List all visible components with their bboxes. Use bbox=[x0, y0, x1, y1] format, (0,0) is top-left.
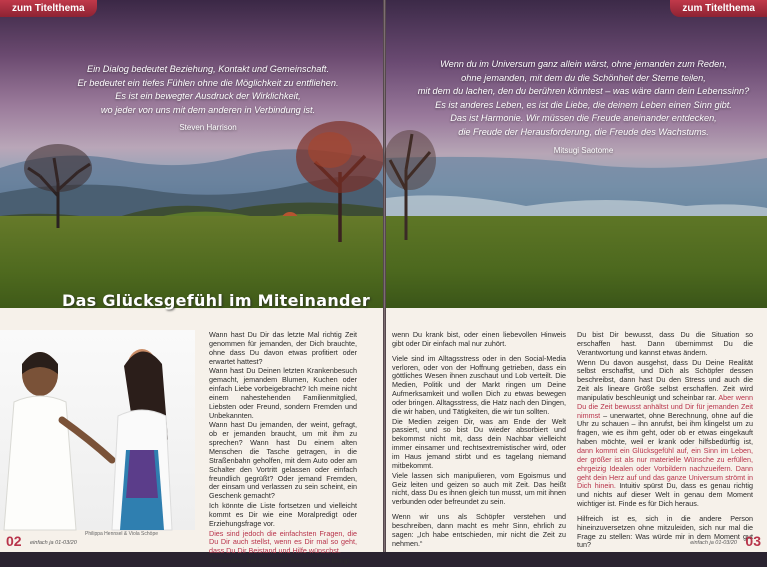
quote-line: ohne jemanden, mit dem du die Schönheit der Sterne teilen, bbox=[461, 72, 706, 83]
text-column-2 bbox=[392, 331, 566, 549]
paragraph: Wann hast Du Deinen letzten Krankenbesuch gemacht, jemandem Blumen, Kuchen oder einfach Liebe vorbeigebracht? Ich meine nicht einem nahestehenden Familienmitglied, Liebsten oder Freund, sondern Fremden und Unbekannten. bbox=[209, 366, 357, 420]
quote-author: Mitsugi Saotome bbox=[553, 145, 614, 155]
text-column-3 bbox=[577, 331, 753, 551]
photo-couple bbox=[0, 330, 195, 530]
quote-right bbox=[411, 58, 756, 155]
paragraph: Hilfreich ist es, sich in die andere Person hineinzuversetzen ohne mitzuleiden, sich nur mal die Frage zu stellen: Was würde mir in dem Moment gut tun? bbox=[577, 513, 753, 550]
paragraph: Viele sind im Alltagsstress oder in den Social-Media verloren, oder von der Hoffnung getrieben, dass ein göttliches Wesen ihnen zuschaut und Lob verteilt. Die Medien, Politik und der Markt ringen um Deine Aufmerksamkeit und wollen Dich zu etwas bewegen oder bringen. Alltagsstress, die Hatz nach den Dingen, die wir haben, und Tätigkeiten, die wir tun sollten. bbox=[392, 353, 566, 416]
quote-line: die Freude der Herausforderung, die Freude des Wachstums. bbox=[458, 126, 709, 137]
quote-line: Er bedeutet ein tiefes Fühlen ohne die Möglichkeit zu entfliehen. bbox=[77, 77, 339, 88]
paragraph: wenn Du krank bist, oder einen liebevollen Hinweis gibt oder Dir einfach mal nur zuhört. bbox=[392, 330, 566, 348]
paragraph: Viele lassen sich manipulieren, vom Egoismus und Geiz leiten und geizen so auch mit Zeit. Das heißt nicht, dass Du es ihnen gleich tun musst, um mit ihnen verbunden oder befreundet zu sein. bbox=[392, 470, 566, 507]
quote-author: Steven Harrison bbox=[179, 123, 237, 133]
section-tab: zum Titelthema bbox=[670, 0, 767, 17]
paragraph-part: – unerwartet, ohne Berechnung, ohne auf die Uhr zu schauen – ihn anrufst, bei ihm klingelst um zu fragen, wie es ihm geht, oder ob er etwas eingekauft haben möchte, weil er krank oder hilfsbedürftig ist, bbox=[577, 410, 753, 447]
quote-line: Es ist anderes Leben, es ist die Liebe, die deinem Leben einen Sinn gibt. bbox=[435, 99, 732, 110]
article-title: Das Glücksgefühl im Miteinander bbox=[62, 291, 371, 310]
right-page bbox=[386, 0, 767, 552]
quote-line: Das ist Harmonie. Wir müssen die Freude aneinander entdecken, bbox=[450, 113, 717, 124]
paragraph: Die Medien zeigen Dir, was am Ende der Welt passiert, und so bist Du wieder absorbiert und bekommst nicht mit, dass dein Nachbar vielleicht immer einsamer und rechtsextremistischer wird, oder im Haus jemand stirbt und es tagelang niemand mitbekommt. bbox=[392, 416, 566, 470]
paragraph: Wann hast Du Dir das letzte Mal richtig Zeit genommen für jemanden, der Dich brauchte, ohne dass Du davon etwas profitiert oder erwartet hattest? bbox=[209, 330, 357, 366]
paragraph: Wann hast Du jemanden, der weint, gefragt, ob er jemanden braucht, um mit ihm zu sprechen? Wann hast Du einem alten Menschen die Tasche getragen, in die Straßenbahn geholfen, mit dem Auto oder am Schalter den Vortritt gelassen oder einfach freundlich gegrüßt? Oder jemand Fremden, der einsam und verlassen zu sein scheint, ein Geschenk gemacht? bbox=[209, 420, 357, 501]
paragraph-part: Intuitiv spürst Du, dass es genau richtig und nichts auf dieser Welt in genau dem Moment wichtiger ist. Finde es für Dich heraus. bbox=[577, 481, 753, 509]
people-illustration bbox=[0, 330, 195, 530]
highlight-text: dann kommt ein Glücksgefühl auf, ein Sinn im Leben, der größer ist als nur materielle Wünsche zu erfüllen, ehrgeizig Idealen oder Vorbildern nachzueifern. Dann geht dein Herz auf und das ganze Universum strömt in Dich hinein. bbox=[577, 445, 753, 491]
quote-line: Wenn du im Universum ganz allein wärst, ohne jemanden zum Reden, bbox=[440, 59, 727, 69]
quote-line: mit dem du lachen, den du berühren könntest – was wäre dann dein Lebenssinn? bbox=[417, 86, 750, 97]
quote-line: Ein Dialog bedeutet Beziehung, Kontakt und Gemeinschaft. bbox=[86, 64, 330, 74]
page-number-left: 02 bbox=[6, 533, 22, 549]
paragraph: Ich könnte die Liste fortsetzen und vielleicht kommt es Dir wie eine Moralpredigt oder Erziehungsfrage vor. bbox=[209, 501, 357, 528]
paragraph: Jemanden, der Dir einen Tee ans Bett bringt, bbox=[209, 556, 352, 566]
paragraph: Wenn wir uns als Schöpfer verstehen und beschreiben, dann macht es mehr Sinn, ehrlich zu sagen: „Ich habe entschieden, mir nicht die Zeit zu nehmen.“ bbox=[392, 512, 566, 548]
highlight-text: Aber wenn Du die Zeit bewusst anhältst und Dir für jemanden Zeit nimmst bbox=[577, 392, 753, 420]
highlight-text: Dies sind jedoch die einfachsten Fragen, die Du Dir auch stellst, wenn es Dir mal so geht, dass Du Dir Beistand und Hilfe wünschst. bbox=[209, 528, 357, 556]
quote-left bbox=[58, 63, 358, 132]
landscape-photo-left bbox=[0, 0, 383, 308]
issue-label-right: einfach ja 01-03/20 bbox=[690, 540, 737, 546]
quote-line: wo jeder von uns mit dem anderen in Verbindung ist. bbox=[100, 104, 316, 115]
section-tab: zum Titelthema bbox=[0, 0, 97, 17]
page-number-right: 03 bbox=[745, 533, 761, 549]
quote-line: Es ist ein bewegter Ausdruck der Wirklichkeit, bbox=[115, 91, 301, 102]
photo-caption: Philippa Hennsel & Viola Schöpe bbox=[85, 531, 159, 537]
tree-silhouette-icon bbox=[18, 138, 98, 228]
paragraph bbox=[577, 359, 753, 509]
left-page bbox=[0, 0, 383, 566]
text-column-1 bbox=[209, 331, 357, 567]
paragraph: Du bist Dir bewusst, dass Du die Situation so erschaffen hast. Dann übernimmst Du die Verantwortung und kannst etwas ändern. bbox=[577, 330, 753, 357]
issue-label-left: einfach ja 01-03/20 bbox=[30, 540, 77, 546]
paragraph-part: Wenn Du davon ausgehst, dass Du Deine Realität selbst erschaffst, und Dich als Schöpfer dessen beschreibst, dann hast Du den Stress und auch die Zeit als lineare Größe selbst erschaffen. Zeit wird manipulativ beschleunigt und scheinbar rar. bbox=[577, 357, 753, 402]
